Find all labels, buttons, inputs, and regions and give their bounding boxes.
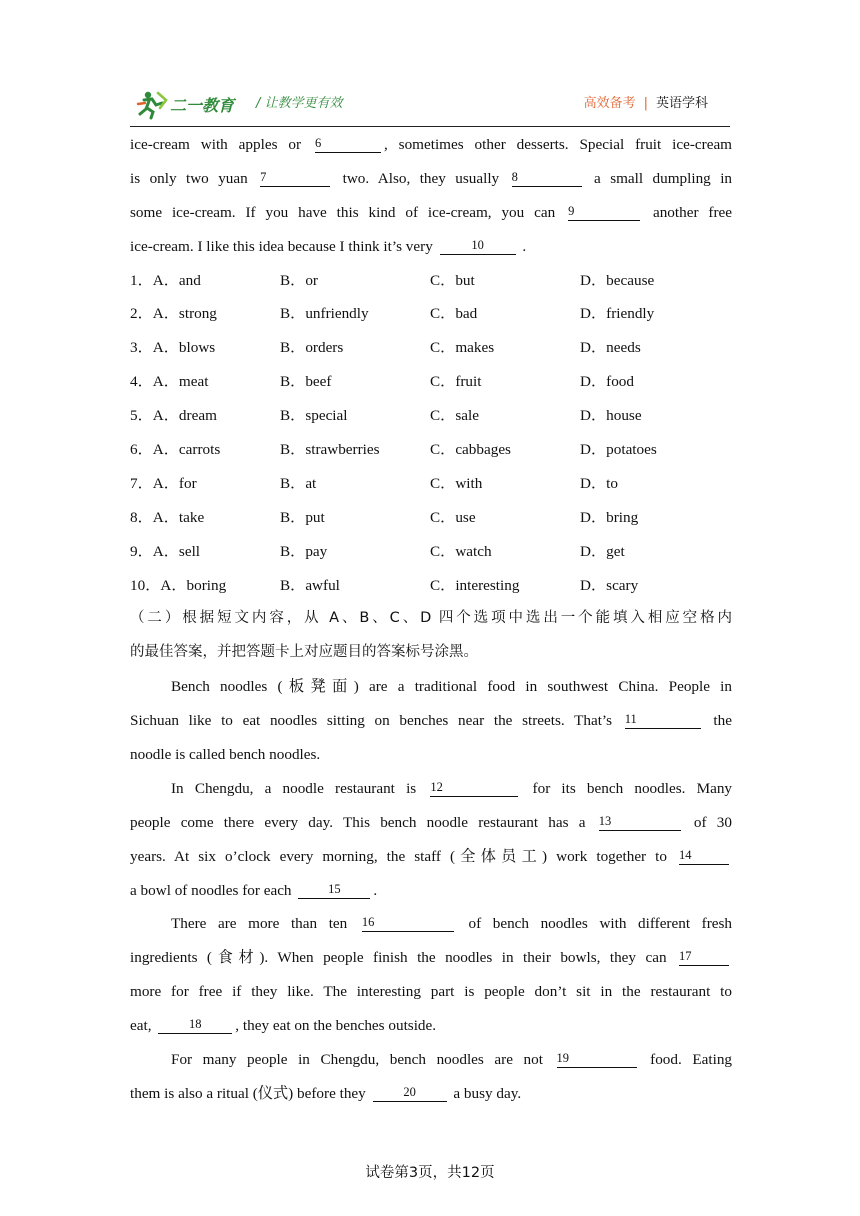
passage-line: Bench noodles (板凳面) are a traditional food in southwest China. People in [171, 678, 732, 696]
header-separator: | [643, 96, 648, 111]
subject-label: 英语学科 [655, 96, 708, 111]
page-content [130, 128, 732, 1111]
option-a[interactable]: 9．A．sell [130, 542, 201, 560]
option-c[interactable]: C．watch [430, 542, 492, 560]
option-row [130, 331, 732, 365]
passage-line: a bowl of noodles for each 15 . [130, 881, 378, 899]
answer-blank: 10 [440, 236, 516, 255]
option-d[interactable]: D．potatoes [580, 441, 657, 459]
answer-blank: 20 [373, 1083, 447, 1102]
option-row [130, 433, 732, 467]
logo-text: 二一教育 [170, 96, 235, 115]
passage-line: ice-cream. I like this idea because I think it’s very 10 . [130, 237, 527, 255]
option-b[interactable]: B．special [280, 407, 348, 425]
option-c[interactable]: C．cabbages [430, 441, 511, 459]
option-row [130, 501, 732, 535]
option-a[interactable]: 1．A．and [130, 271, 201, 289]
section-instructions: 的最佳答案，并把答题卡上对应题目的答案标号涂黑。 [130, 644, 478, 661]
answer-blank: 12 [430, 778, 518, 797]
passage-line: people come there every day. This bench noodle restaurant has a 13 of 30 [130, 813, 732, 831]
option-b[interactable]: B．put [280, 508, 325, 526]
option-a[interactable]: 10．A．boring [130, 576, 227, 594]
answer-blank: 15 [298, 880, 370, 899]
option-b[interactable]: B．awful [280, 576, 340, 594]
passage-line: ice-cream with apples or 6 , sometimes other desserts. Special fruit ice-cream [130, 136, 732, 153]
option-row [130, 264, 732, 298]
option-d[interactable]: D．scary [580, 576, 639, 594]
option-d[interactable]: D．house [580, 407, 642, 425]
slogan: / 让教学更有效 [256, 96, 343, 111]
running-figure-icon [138, 92, 166, 118]
option-d[interactable]: D．because [580, 271, 655, 289]
header-right [584, 92, 708, 111]
option-d[interactable]: D．food [580, 373, 634, 391]
option-b[interactable]: B．at [280, 474, 317, 492]
answer-blank: 16 [362, 913, 454, 932]
option-b[interactable]: B．beef [280, 373, 332, 391]
option-d[interactable]: D．friendly [580, 305, 655, 323]
answer-blank: 19 [557, 1049, 637, 1068]
answer-blank: 18 [158, 1015, 232, 1034]
answer-blank: 14 [679, 846, 729, 865]
exam-label: 高效备考 [583, 96, 636, 111]
option-c[interactable]: C．bad [430, 305, 478, 323]
logo [136, 88, 256, 120]
option-d[interactable]: D．bring [580, 508, 639, 526]
answer-blank: 11 [625, 710, 701, 729]
option-a[interactable]: 7．A．for [130, 474, 197, 492]
option-d[interactable]: D．get [580, 542, 625, 560]
option-b[interactable]: B．unfriendly [280, 305, 369, 323]
option-a[interactable]: 6．A．carrots [130, 441, 221, 459]
options-list [130, 264, 732, 603]
option-c[interactable]: C．sale [430, 407, 479, 425]
option-row [130, 365, 732, 399]
passage-line: Sichuan like to eat noodles sitting on benches near the streets. That’s 11 the [130, 712, 732, 730]
passage-line: them is also a ritual (仪式) before they 20 a busy day. [130, 1084, 522, 1102]
section-instructions: （二）根据短文内容，从 A、B、C、D 四个选项中选出一个能填入相应空格内 [130, 610, 732, 627]
option-a[interactable]: 2．A．strong [130, 305, 217, 323]
option-a[interactable]: 8．A．take [130, 508, 205, 526]
option-b[interactable]: B．strawberries [280, 441, 380, 459]
option-d[interactable]: D．to [580, 474, 618, 492]
header-divider [130, 126, 730, 127]
option-c[interactable]: C．use [430, 508, 476, 526]
option-b[interactable]: B．or [280, 271, 318, 289]
passage-line: is only two yuan 7 two. Also, they usually 8 a small dumpling in [130, 169, 733, 187]
passage-line: There are more than ten 16 of bench noodles with different fresh [171, 915, 733, 933]
passage-line: noodle is called bench noodles. [130, 746, 321, 764]
passage-line: ingredients (食材). When people finish the noodles in their bowls, they can 17 [130, 941, 732, 975]
option-c[interactable]: C．but [430, 271, 475, 289]
option-c[interactable]: C．with [430, 474, 483, 492]
option-c[interactable]: C．interesting [430, 576, 520, 594]
option-a[interactable]: 3．A．blows [130, 339, 216, 357]
page-header [130, 84, 730, 126]
passage-line: some ice-cream. If you have this kind of ice-cream, you can 9 another free [130, 203, 732, 221]
passage-line: For many people in Chengdu, bench noodles are not 19 food. Eating [171, 1051, 733, 1069]
passage-line: eat, 18 , they eat on the benches outside. [130, 1017, 437, 1035]
option-row [130, 399, 732, 433]
option-c[interactable]: C．fruit [430, 373, 482, 391]
answer-blank: 6 [315, 134, 381, 153]
answer-blank: 13 [599, 812, 681, 831]
option-a[interactable]: 4．A．meat [130, 373, 209, 391]
answer-blank: 17 [679, 947, 729, 966]
option-row [130, 467, 732, 501]
option-d[interactable]: D．needs [580, 339, 641, 357]
option-b[interactable]: B．pay [280, 542, 328, 560]
option-row [130, 535, 732, 569]
answer-blank: 7 [260, 168, 330, 187]
option-row [130, 569, 732, 603]
option-a[interactable]: 5．A．dream [130, 407, 217, 425]
option-c[interactable]: C．makes [430, 339, 495, 357]
option-row [130, 297, 732, 331]
passage-line: years. At six o’clock every morning, the staff (全体员工) work together to 14 [130, 840, 732, 874]
answer-blank: 9 [568, 202, 640, 221]
answer-blank: 8 [512, 168, 582, 187]
passage-line: In Chengdu, a noodle restaurant is 12 for its bench noodles. Many [171, 779, 733, 797]
passage-line: more for free if they like. The interesting part is people don’t sit in the restaurant to [130, 983, 732, 1001]
option-b[interactable]: B．orders [280, 339, 344, 357]
page-footer: 试卷第3页，共12页 [365, 1165, 495, 1181]
